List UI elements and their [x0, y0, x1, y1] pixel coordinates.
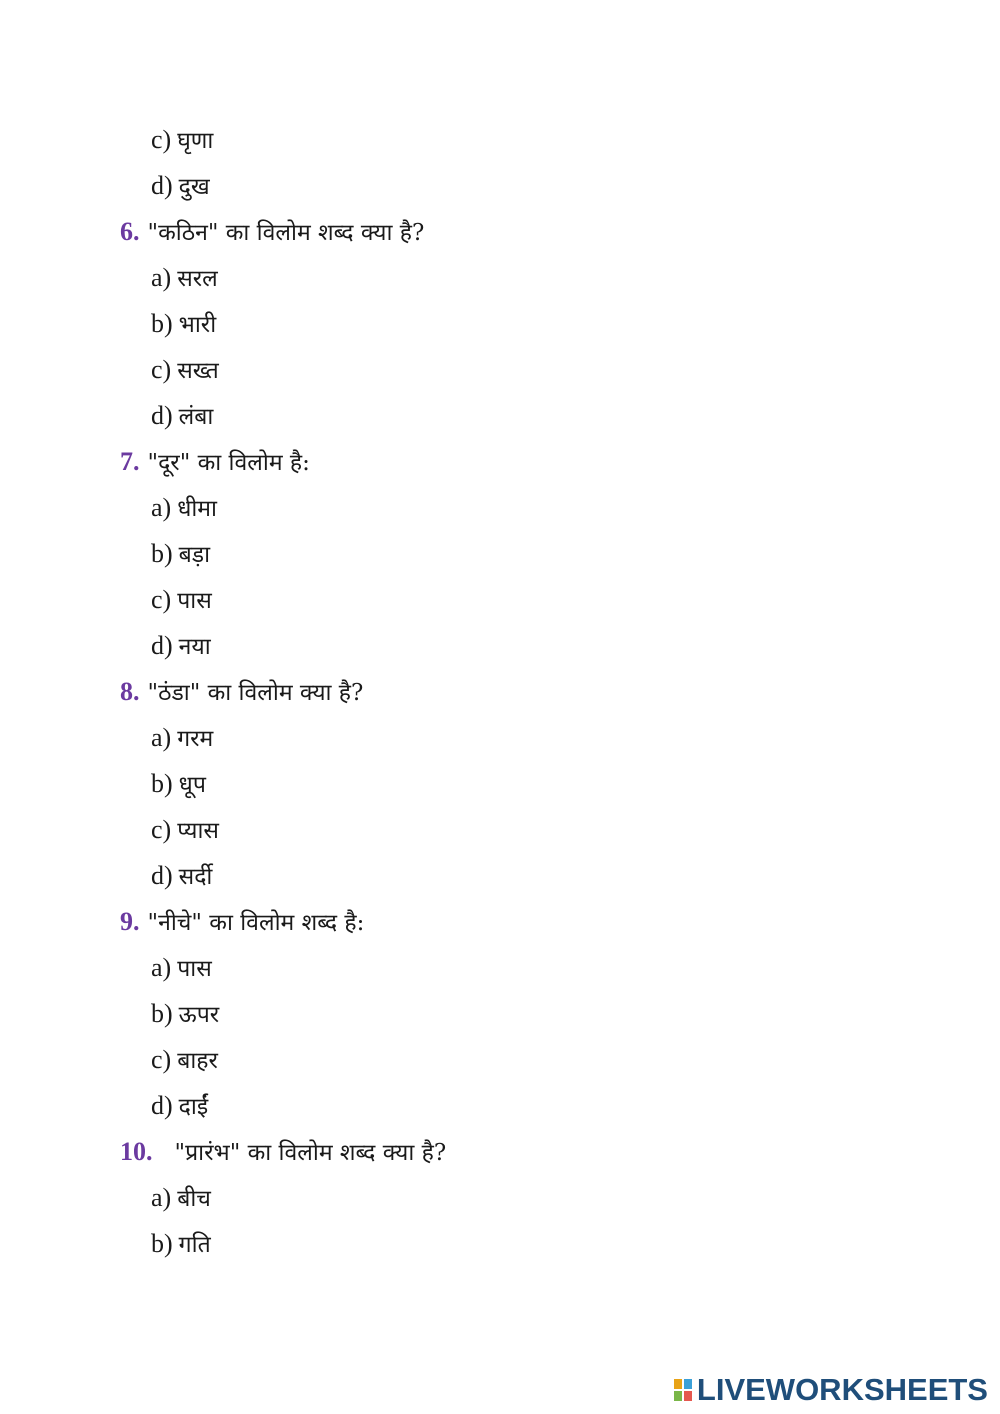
option-letter: d): [151, 631, 173, 660]
answer-option[interactable]: [151, 534, 210, 574]
answer-option[interactable]: [151, 166, 210, 206]
question-text: "नीचे" का विलोम शब्द है:: [147, 910, 365, 936]
answer-option[interactable]: [151, 304, 216, 344]
option-letter: b): [151, 1229, 173, 1258]
option-text: सर्दी: [178, 864, 213, 890]
option-text: गरम: [177, 726, 214, 752]
option-text: नया: [178, 634, 211, 660]
answer-option[interactable]: [151, 810, 219, 850]
question-7: [120, 442, 310, 482]
option-letter: a): [151, 953, 172, 982]
option-letter: b): [151, 539, 173, 568]
question-number: 9.: [120, 907, 140, 936]
option-letter: a): [151, 263, 172, 292]
answer-option[interactable]: [151, 856, 212, 896]
option-text: दुख: [178, 174, 210, 200]
question-text: "ठंडा" का विलोम क्या है?: [147, 680, 364, 706]
question-number: 8.: [120, 677, 140, 706]
answer-option[interactable]: [151, 350, 219, 390]
liveworksheets-brand: [673, 1372, 988, 1408]
answer-option[interactable]: [151, 1178, 211, 1218]
option-text: बाहर: [177, 1048, 218, 1074]
question-9: [120, 902, 364, 942]
option-letter: c): [151, 125, 172, 154]
option-letter: a): [151, 493, 172, 522]
option-letter: c): [151, 585, 172, 614]
question-text: "कठिन" का विलोम शब्द क्या है?: [147, 220, 425, 246]
option-letter: a): [151, 1183, 172, 1212]
answer-option[interactable]: [151, 1040, 218, 1080]
liveworksheets-logo-icon: [673, 1378, 693, 1402]
option-letter: a): [151, 723, 172, 752]
answer-option[interactable]: [151, 764, 206, 804]
answer-option[interactable]: [151, 1086, 208, 1126]
answer-option[interactable]: [151, 488, 217, 528]
option-text: सरल: [177, 266, 218, 292]
option-text: ऊपर: [178, 1002, 220, 1028]
option-text: बड़ा: [178, 542, 211, 568]
option-text: बीच: [177, 1186, 211, 1212]
answer-option[interactable]: [151, 120, 213, 160]
option-letter: d): [151, 861, 173, 890]
option-text: धीमा: [177, 496, 218, 522]
question-number: 10.: [120, 1137, 153, 1166]
answer-option[interactable]: [151, 626, 211, 666]
option-letter: b): [151, 309, 173, 338]
option-text: धूप: [178, 772, 206, 798]
answer-option[interactable]: [151, 1224, 211, 1264]
option-letter: b): [151, 769, 173, 798]
question-text: "दूर" का विलोम है:: [147, 450, 310, 476]
option-text: भारी: [178, 312, 217, 338]
question-8: [120, 672, 363, 712]
option-letter: b): [151, 999, 173, 1028]
answer-option[interactable]: [151, 258, 218, 298]
question-text: "प्रारंभ" का विलोम शब्द क्या है?: [174, 1140, 447, 1166]
option-text: पास: [177, 956, 212, 982]
option-letter: d): [151, 171, 173, 200]
question-6: [120, 212, 424, 252]
option-text: लंबा: [178, 404, 214, 430]
option-letter: c): [151, 355, 172, 384]
question-10: [120, 1132, 446, 1172]
answer-option[interactable]: [151, 994, 219, 1034]
option-text: पास: [177, 588, 212, 614]
option-text: दाईं: [178, 1094, 209, 1120]
answer-option[interactable]: [151, 718, 213, 758]
option-letter: c): [151, 815, 172, 844]
option-letter: d): [151, 1091, 173, 1120]
answer-option[interactable]: [151, 948, 212, 988]
option-letter: d): [151, 401, 173, 430]
answer-option[interactable]: [151, 580, 212, 620]
option-text: गति: [178, 1232, 211, 1258]
option-letter: c): [151, 1045, 172, 1074]
answer-option[interactable]: [151, 396, 213, 436]
option-text: घृणा: [177, 128, 214, 154]
option-text: प्यास: [177, 818, 219, 844]
question-number: 7.: [120, 447, 140, 476]
question-number: 6.: [120, 217, 140, 246]
brand-name: LIVEWORKSHEETS: [696, 1372, 988, 1407]
option-text: सख्त: [177, 358, 219, 384]
